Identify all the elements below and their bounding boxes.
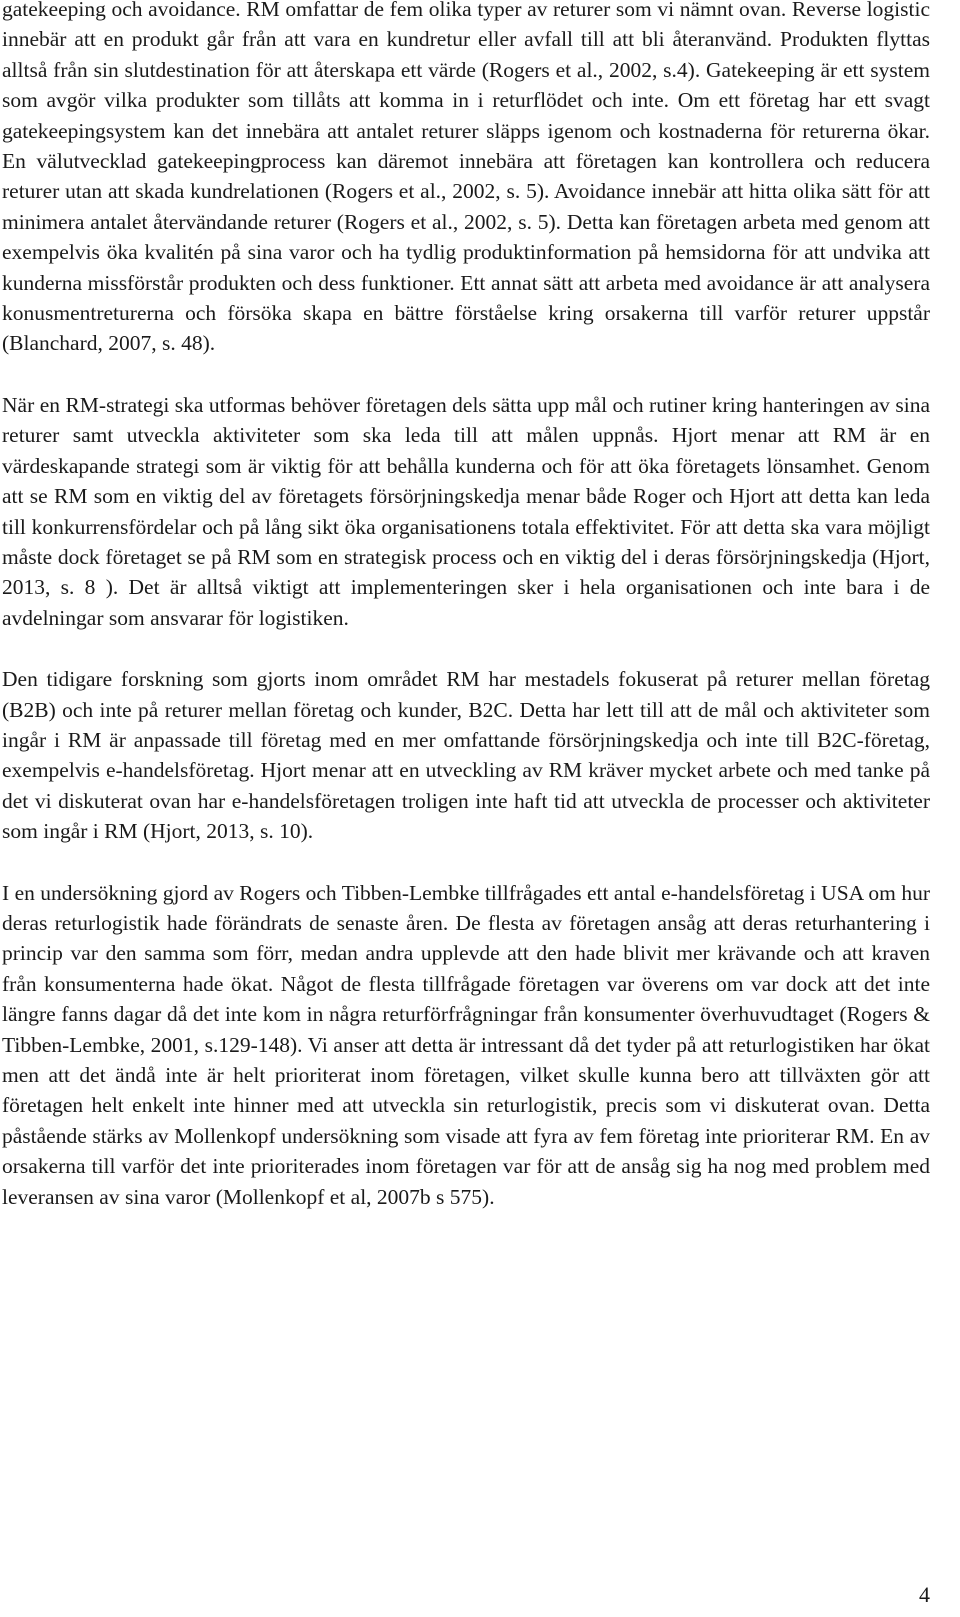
paragraph-2: När en RM-strategi ska utformas behöver företagen dels sätta upp mål och rutiner kring hanteringen av sina returer samt utveckla aktiviteter som ska leda till att målen uppnås. Hjort menar att RM är en värdeskapande strategi som är viktig för att behålla kunderna och för att öka företagets lönsamhet. Genom att se RM som en viktig del av företagets försörjningskedja menar både Roger och Hjort att detta kan leda till konkurrensfördelar och på lång sikt öka organisationens totala effektivitet. För att detta ska vara möjligt måste dock företaget se på RM som en strategisk process och en viktig del i deras försörjningskedja (Hjort, 2013, s. 8 ). Det är alltså viktigt att implementeringen sker i hela organisationen och inte bara i de avdelningar som ansvarar för logistiken. bbox=[2, 392, 930, 630]
paragraph-3: Den tidigare forskning som gjorts inom området RM har mestadels fokuserat på returer mellan företag (B2B) och inte på returer mellan företag och kunder, B2C. Detta har lett till att de mål och aktiviteter som ingår i RM är anpassade till företag med en mer omfattande försörjningskedja och inte till B2C-företag, exempelvis e-handelsföretag. Hjort menar att en utveckling av RM kräver mycket arbete och med tanke på det vi diskuterat ovan har e-handelsföretagen troligen inte haft tid att utveckla de processer och aktiviteter som ingår i RM (Hjort, 2013, s. 10). bbox=[2, 667, 930, 844]
page-number: 4 bbox=[919, 1582, 930, 1607]
paragraph-4: I en undersökning gjord av Rogers och Tibben-Lembke tillfrågades ett antal e-handelsföretag i USA om hur deras returlogistik hade förändrats de senaste åren. De flesta av företagen ansåg att deras returhantering i princip var den samma som förr, medan andra upplevde att den hade blivit mer krävande och att kraven från konsumenterna hade ökat. Något de flesta tillfrågade företagen var överens om var dock att det inte längre fanns dagar då det inte kom in några returförfrågningar från konsumenter överhuvudtaget (Rogers & Tibben-Lembke, 2001, s.129-148). Vi anser att detta är intressant då det tyder på att returlogistiken har ökat men att det ändå inte är helt prioriterat inom företagen, vilket skulle kunna bero att tillväxten gör att företagen helt enkelt inte hinner med att utveckla sin returlogistik, precis som vi diskuterat ovan. Detta påstående stärks av Mollenkopf undersökning som visade att fyra av fem företag inte prioriterar RM. En av orsakerna till varför det inte prioriterades inom företagen var för att de ansåg sig ha nog med problem med leveransen av sina varor (Mollenkopf et al, 2007b s 575). bbox=[2, 880, 930, 1209]
body-text bbox=[2, 0, 930, 1243]
paragraph-1: gatekeeping och avoidance. RM omfattar de fem olika typer av returer som vi nämnt ovan. Reverse logistic innebär att en produkt går från att vara en kundretur eller avfall till att bli återanvänd. Produkten flyttas alltså från sin slutdestination för att återskapa ett värde (Rogers et al., 2002, s.4). Gatekeeping är ett system som avgör vilka produkter som tillåts att komma in i returflödet och inte. Om ett företag har ett svagt gatekeepingsystem kan det innebära att antalet returer släpps igenom och kostnaderna för returerna ökar. En välutvecklad gatekeepingprocess kan däremot innebära att företagen kan kontrollera och reducera returer utan att skada kundrelationen (Rogers et al., 2002, s. 5). Avoidance innebär att hitta olika sätt för att minimera antalet återvändande returer (Rogers et al., 2002, s. 5). Detta kan företagen arbeta med genom att exempelvis öka kvalitén på sina varor och ha tydlig produktinformation på hemsidorna för att undvika att kunderna missförstår produkten och dess funktioner. Ett annat sätt att arbeta med avoidance är att analysera konusmentreturerna och försöka skapa en bättre förståelse kring orsakerna till varför returer uppstår (Blanchard, 2007, s. 48). bbox=[2, 0, 930, 356]
